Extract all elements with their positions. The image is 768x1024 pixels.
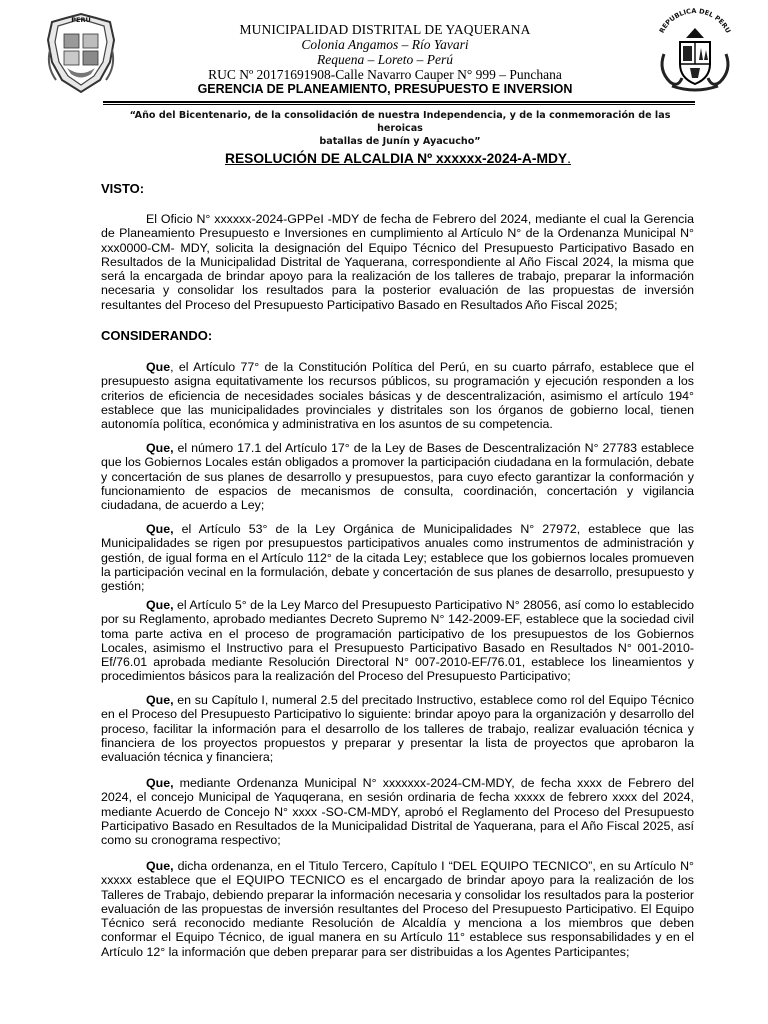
- considerando-lead: Que,: [146, 859, 174, 873]
- resolution-title: [100, 151, 696, 166]
- considerando-lead: Que,: [146, 441, 174, 455]
- considerando-lead: Que,: [146, 522, 174, 536]
- header-divider-thin: [103, 104, 695, 105]
- visto-heading: VISTO:: [101, 181, 145, 196]
- municipal-shield-icon: [44, 10, 118, 94]
- considerando-heading: CONSIDERANDO:: [101, 328, 213, 343]
- considerando-paragraph: [101, 693, 694, 764]
- considerando-paragraph: [101, 360, 694, 431]
- municipality-name: MUNICIPALIDAD DISTRITAL DE YAQUERANA: [239, 22, 531, 37]
- considerando-paragraph: [101, 522, 694, 593]
- considerando-lead: Que,: [146, 776, 174, 790]
- considerando-text: dicha ordenanza, en el Titulo Tercero, Capítulo I “DEL EQUIPO TECNICO”, en su Artículo N° xxxxx establece que el EQUIPO TECNICO es el encargado de brindar apoyo para la realización de los Talleres de Trabajo, debiendo preparar la información necesaria y consolidar los resultados para la posterior evaluación de las propuestas de inversión resultantes del Proceso del Presupuesto Participativo. El Equipo Técnico será reconocido mediante Resolución de Alcaldía y menciona a los miembros que deben conformar el Equipo Técnico, de igual manera en su Artículo 11° establece sus responsabilidades y en el Artículo 12° la información que deben preparar para ser distribuidas a los Agentes Participantes;: [101, 859, 695, 959]
- left-logo-caption: PERÚ: [71, 16, 91, 24]
- considerando-paragraph: [101, 441, 694, 512]
- considerando-text: , el Artículo 77° de la Constitución Política del Perú, en su cuarto párrafo, establece que el presupuesto asigna equitativamente los recursos públicos, su programación y ejecución responden a los criterios de eficiencia de necesidades sociales básicas y de descentralización, asimismo el artículo 194° establece que las municipalidades provinciales y distritales son los órganos de gobierno local, tienen autonomía política, económica y administrativa en los asuntos de su competencia.: [101, 360, 694, 432]
- considerando-paragraph: [101, 859, 694, 959]
- considerando-text: el Artículo 53° de la Ley Orgánica de Municipalidades N° 27972, establece que las Municipalidades se rigen por presupuestos participativos anuales como instrumentos de administración y gestión, de igual forma en el Artículo 112° de la citada Ley; establece que los gobiernos locales promueven la participación vecinal en la formulación, debate y concertación de sus planes de desarrollo, presupuesto y gestión;: [101, 522, 694, 594]
- department-name: GERENCIA DE PLANEAMIENTO, PRESUPUESTO E INVERSION: [197, 82, 573, 96]
- considerando-text: mediante Ordenanza Municipal N° xxxxxxx-2024-CM-MDY, de fecha xxxx de Febrero del 2024, el concejo Municipal de Yaquqerana, en sesión ordinaria de fecha xxxxx de febrero xxxx del 2024, mediante Acuerdo de Concejo N° xxxx -SO-CM-MDY, aprobó el Reglamento del Proceso del Presupuesto Participativo Basado en Resultados de la Municipalidad Distrital de Yaquerana, para el Año Fiscal 2025, así como su cronograma respectivo;: [101, 776, 694, 848]
- colonia-line: Colonia Angamos – Río Yavari: [301, 37, 469, 52]
- considerando-text: el Artículo 5° de la Ley Marco del Presupuesto Participativo N° 28056, así como lo establecido por su Reglamento, aprobado mediantes Decreto Supremo N° 142-2009-EF, establece que la sociedad civil toma parte activa en el proceso de programación participativo de los presupuestos de los Gobiernos Locales, asimismo el Instructivo para el Presupuesto Participativo Basado en Resultados N° 001-2010-Ef/76.01 aprobada mediante Resolución Directoral N° 007-2010-EF/76.01, establece los lineamientos y procedimientos básicos para la realización del Proceso del Presupuesto Participativo;: [101, 598, 694, 684]
- considerando-lead: Que,: [146, 598, 174, 612]
- resolution-title-trail: .: [567, 151, 571, 166]
- considerando-text: el número 17.1 del Artículo 17° de la Ley de Bases de Descentralización N° 27783 establece que los Gobiernos Locales están obligados a promover la participación ciudadana en la formulación, debate y concertación de sus planes de desarrollo y presupuestos, para cuyo efecto garantizar la conformación y funcionamiento de espacios de mecanismos de consulta, coordinación, concertación y vigilancia ciudadana, de acuerdo a Ley;: [101, 441, 694, 513]
- year-motto-line-2: batallas de Junín y Ayacucho”: [319, 136, 481, 147]
- considerando-paragraph: [101, 776, 694, 847]
- visto-paragraph: El Oficio N° xxxxxx-2024-GPPeI -MDY de fecha de Febrero del 2024, mediante el cual la Gerencia de Planeamiento Presupuesto e Inversiones en cumplimiento al Artículo N° de la Ordenanza Municipal N° xxx0000-CM- MDY, solicita la designación del Equipo Técnico del Presupuesto Participativo Basado en Resultados de la Municipalidad Distrital de Yaquerana, correspondiente al Año Fiscal 2024, la misma que será la encargada de brindar apoyo para la realización de los talleres de trabajo, preparar la información necesaria y consolidar los resultados para la posterior evaluación de las propuestas de inversión resultantes del Proceso del Presupuesto Participativo Basado en Resultados Año Fiscal 2025;: [101, 212, 694, 312]
- right-logo-caption: REPUBLICA DEL PERU: [657, 8, 733, 35]
- resolution-title-text: RESOLUCIÓN DE ALCALDIA Nº xxxxxx-2024-A-MDY: [225, 151, 568, 166]
- considerando-lead: Que,: [146, 693, 174, 707]
- considerando-lead: Que: [146, 360, 171, 374]
- peru-coat-of-arms-icon: [652, 8, 738, 94]
- location-line: Requena – Loreto – Perú: [317, 52, 453, 67]
- year-motto-line-1: “Año del Bicentenario, de la consolidación de nuestra Independencia, y de la conmemoración de las heroicas: [129, 110, 671, 134]
- ruc-line: RUC Nº 20171691908-Calle Navarro Cauper N° 999 – Punchana: [208, 67, 562, 82]
- year-motto: [110, 109, 690, 148]
- considerando-text: en su Capítulo I, numeral 2.5 del precitado Instructivo, establece como rol del Equipo Técnico en el Proceso del Presupuesto Participativo lo siguiente: brindar apoyo para la organización y desarrollo del proceso, facilitar la información para el desarrollo de los talleres de trabajo, realizar evaluación técnica y financiera de los proyectos propuestos y preparar y presentar la lista de proyectos que aprobaron la evaluación técnica y financiera;: [101, 693, 694, 765]
- header-divider-thick: [103, 101, 695, 103]
- considerando-paragraph: [101, 598, 694, 684]
